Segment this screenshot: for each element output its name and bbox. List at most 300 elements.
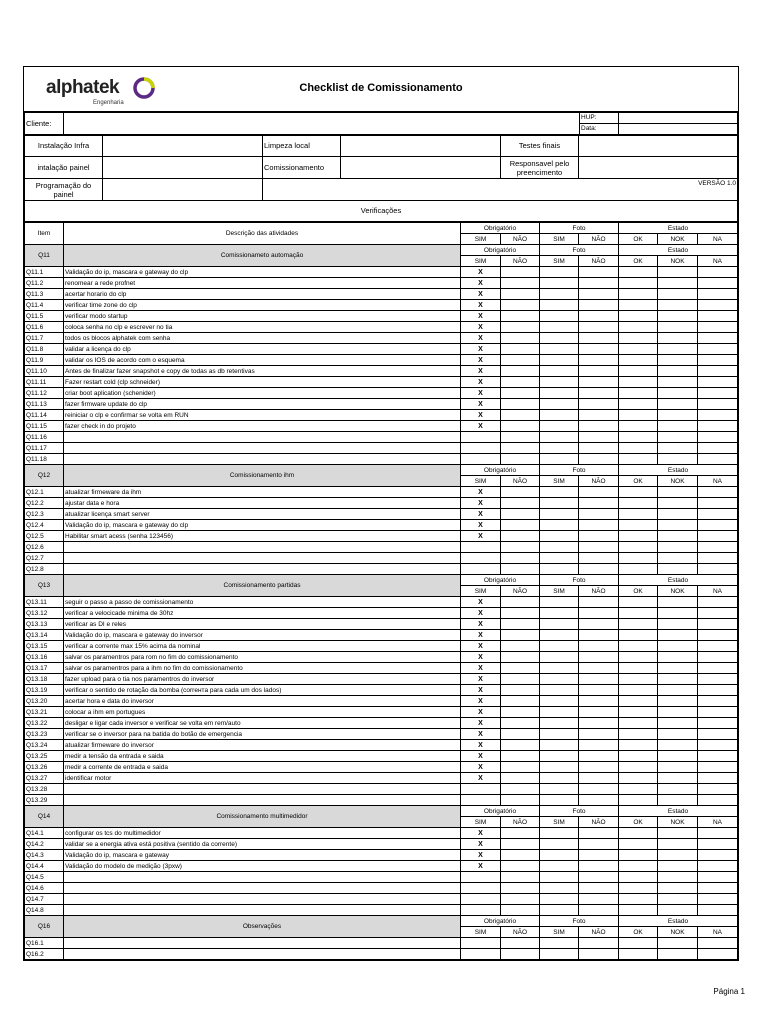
estado-nok-cell[interactable] [658, 597, 698, 608]
estado-na-cell[interactable] [698, 850, 738, 861]
estado-nok-cell[interactable] [658, 850, 698, 861]
estado-ok-cell[interactable] [619, 311, 658, 322]
foto-nao-cell[interactable] [579, 520, 619, 531]
obrigatorio-sim-mark[interactable] [461, 795, 501, 806]
obrigatorio-nao-cell[interactable] [501, 267, 540, 278]
obrigatorio-sim-mark[interactable]: X [461, 729, 501, 740]
estado-ok-cell[interactable] [619, 355, 658, 366]
obrigatorio-sim-mark[interactable] [461, 564, 501, 575]
estado-ok-cell[interactable] [619, 674, 658, 685]
obrigatorio-sim-mark[interactable]: X [461, 762, 501, 773]
estado-na-cell[interactable] [698, 289, 738, 300]
foto-nao-cell[interactable] [579, 641, 619, 652]
foto-sim-cell[interactable] [540, 597, 579, 608]
estado-na-cell[interactable] [698, 432, 738, 443]
foto-sim-cell[interactable] [540, 949, 579, 960]
obrigatorio-sim-mark[interactable]: X [461, 377, 501, 388]
obrigatorio-sim-mark[interactable]: X [461, 311, 501, 322]
estado-ok-cell[interactable] [619, 696, 658, 707]
testes-finais-field[interactable] [579, 136, 738, 157]
obrigatorio-nao-cell[interactable] [501, 564, 540, 575]
foto-nao-cell[interactable] [579, 663, 619, 674]
obrigatorio-nao-cell[interactable] [501, 388, 540, 399]
obrigatorio-nao-cell[interactable] [501, 542, 540, 553]
estado-ok-cell[interactable] [619, 894, 658, 905]
estado-nok-cell[interactable] [658, 421, 698, 432]
estado-ok-cell[interactable] [619, 795, 658, 806]
estado-ok-cell[interactable] [619, 641, 658, 652]
estado-na-cell[interactable] [698, 454, 738, 465]
obrigatorio-nao-cell[interactable] [501, 311, 540, 322]
foto-sim-cell[interactable] [540, 883, 579, 894]
estado-nok-cell[interactable] [658, 751, 698, 762]
obrigatorio-nao-cell[interactable] [501, 938, 540, 949]
obrigatorio-nao-cell[interactable] [501, 498, 540, 509]
foto-nao-cell[interactable] [579, 443, 619, 454]
obrigatorio-sim-mark[interactable]: X [461, 333, 501, 344]
obrigatorio-nao-cell[interactable] [501, 839, 540, 850]
estado-ok-cell[interactable] [619, 740, 658, 751]
estado-ok-cell[interactable] [619, 509, 658, 520]
obrigatorio-sim-mark[interactable]: X [461, 531, 501, 542]
obrigatorio-nao-cell[interactable] [501, 641, 540, 652]
foto-nao-cell[interactable] [579, 861, 619, 872]
estado-na-cell[interactable] [698, 894, 738, 905]
foto-sim-cell[interactable] [540, 300, 579, 311]
foto-nao-cell[interactable] [579, 707, 619, 718]
estado-nok-cell[interactable] [658, 377, 698, 388]
estado-nok-cell[interactable] [658, 652, 698, 663]
foto-nao-cell[interactable] [579, 399, 619, 410]
foto-nao-cell[interactable] [579, 740, 619, 751]
obrigatorio-sim-mark[interactable]: X [461, 300, 501, 311]
estado-ok-cell[interactable] [619, 564, 658, 575]
obrigatorio-sim-mark[interactable]: X [461, 355, 501, 366]
obrigatorio-sim-mark[interactable] [461, 872, 501, 883]
estado-na-cell[interactable] [698, 795, 738, 806]
obrigatorio-sim-mark[interactable]: X [461, 322, 501, 333]
foto-nao-cell[interactable] [579, 432, 619, 443]
estado-ok-cell[interactable] [619, 344, 658, 355]
obrigatorio-sim-mark[interactable]: X [461, 520, 501, 531]
estado-nok-cell[interactable] [658, 608, 698, 619]
estado-nok-cell[interactable] [658, 498, 698, 509]
estado-na-cell[interactable] [698, 696, 738, 707]
obrigatorio-nao-cell[interactable] [501, 762, 540, 773]
foto-nao-cell[interactable] [579, 267, 619, 278]
obrigatorio-nao-cell[interactable] [501, 751, 540, 762]
estado-na-cell[interactable] [698, 300, 738, 311]
obrigatorio-nao-cell[interactable] [501, 850, 540, 861]
obrigatorio-sim-mark[interactable]: X [461, 399, 501, 410]
foto-sim-cell[interactable] [540, 267, 579, 278]
estado-ok-cell[interactable] [619, 487, 658, 498]
estado-nok-cell[interactable] [658, 432, 698, 443]
estado-na-cell[interactable] [698, 630, 738, 641]
estado-nok-cell[interactable] [658, 828, 698, 839]
estado-na-cell[interactable] [698, 597, 738, 608]
foto-sim-cell[interactable] [540, 696, 579, 707]
foto-nao-cell[interactable] [579, 333, 619, 344]
foto-nao-cell[interactable] [579, 905, 619, 916]
estado-na-cell[interactable] [698, 784, 738, 795]
estado-nok-cell[interactable] [658, 861, 698, 872]
obrigatorio-nao-cell[interactable] [501, 443, 540, 454]
foto-sim-cell[interactable] [540, 388, 579, 399]
foto-nao-cell[interactable] [579, 872, 619, 883]
foto-sim-cell[interactable] [540, 861, 579, 872]
obrigatorio-nao-cell[interactable] [501, 707, 540, 718]
obrigatorio-sim-mark[interactable]: X [461, 509, 501, 520]
foto-sim-cell[interactable] [540, 773, 579, 784]
foto-nao-cell[interactable] [579, 509, 619, 520]
estado-na-cell[interactable] [698, 487, 738, 498]
obrigatorio-sim-mark[interactable] [461, 938, 501, 949]
estado-nok-cell[interactable] [658, 619, 698, 630]
estado-ok-cell[interactable] [619, 553, 658, 564]
foto-nao-cell[interactable] [579, 839, 619, 850]
estado-ok-cell[interactable] [619, 421, 658, 432]
estado-na-cell[interactable] [698, 740, 738, 751]
obrigatorio-nao-cell[interactable] [501, 949, 540, 960]
foto-nao-cell[interactable] [579, 498, 619, 509]
estado-nok-cell[interactable] [658, 410, 698, 421]
estado-na-cell[interactable] [698, 718, 738, 729]
obrigatorio-sim-mark[interactable] [461, 883, 501, 894]
estado-na-cell[interactable] [698, 707, 738, 718]
obrigatorio-sim-mark[interactable] [461, 542, 501, 553]
estado-nok-cell[interactable] [658, 509, 698, 520]
estado-na-cell[interactable] [698, 520, 738, 531]
foto-nao-cell[interactable] [579, 531, 619, 542]
estado-ok-cell[interactable] [619, 333, 658, 344]
estado-nok-cell[interactable] [658, 696, 698, 707]
estado-ok-cell[interactable] [619, 751, 658, 762]
estado-na-cell[interactable] [698, 685, 738, 696]
estado-ok-cell[interactable] [619, 773, 658, 784]
estado-nok-cell[interactable] [658, 267, 698, 278]
obrigatorio-sim-mark[interactable]: X [461, 751, 501, 762]
foto-nao-cell[interactable] [579, 938, 619, 949]
estado-ok-cell[interactable] [619, 531, 658, 542]
foto-nao-cell[interactable] [579, 542, 619, 553]
estado-ok-cell[interactable] [619, 630, 658, 641]
obrigatorio-nao-cell[interactable] [501, 454, 540, 465]
estado-na-cell[interactable] [698, 872, 738, 883]
obrigatorio-sim-mark[interactable]: X [461, 366, 501, 377]
obrigatorio-nao-cell[interactable] [501, 355, 540, 366]
obrigatorio-nao-cell[interactable] [501, 531, 540, 542]
foto-nao-cell[interactable] [579, 278, 619, 289]
estado-ok-cell[interactable] [619, 498, 658, 509]
estado-nok-cell[interactable] [658, 388, 698, 399]
obrigatorio-nao-cell[interactable] [501, 773, 540, 784]
foto-sim-cell[interactable] [540, 795, 579, 806]
estado-na-cell[interactable] [698, 564, 738, 575]
estado-nok-cell[interactable] [658, 718, 698, 729]
estado-nok-cell[interactable] [658, 674, 698, 685]
estado-ok-cell[interactable] [619, 707, 658, 718]
obrigatorio-nao-cell[interactable] [501, 729, 540, 740]
estado-na-cell[interactable] [698, 553, 738, 564]
obrigatorio-sim-mark[interactable]: X [461, 597, 501, 608]
obrigatorio-sim-mark[interactable]: X [461, 828, 501, 839]
foto-sim-cell[interactable] [540, 399, 579, 410]
foto-nao-cell[interactable] [579, 454, 619, 465]
estado-ok-cell[interactable] [619, 399, 658, 410]
foto-nao-cell[interactable] [579, 344, 619, 355]
foto-sim-cell[interactable] [540, 421, 579, 432]
foto-nao-cell[interactable] [579, 894, 619, 905]
estado-ok-cell[interactable] [619, 619, 658, 630]
estado-nok-cell[interactable] [658, 278, 698, 289]
foto-sim-cell[interactable] [540, 619, 579, 630]
foto-sim-cell[interactable] [540, 377, 579, 388]
obrigatorio-nao-cell[interactable] [501, 322, 540, 333]
estado-ok-cell[interactable] [619, 443, 658, 454]
estado-ok-cell[interactable] [619, 520, 658, 531]
responsavel-field[interactable] [579, 157, 738, 179]
obrigatorio-sim-mark[interactable]: X [461, 278, 501, 289]
foto-nao-cell[interactable] [579, 762, 619, 773]
foto-sim-cell[interactable] [540, 487, 579, 498]
estado-na-cell[interactable] [698, 542, 738, 553]
estado-na-cell[interactable] [698, 267, 738, 278]
estado-nok-cell[interactable] [658, 883, 698, 894]
estado-ok-cell[interactable] [619, 300, 658, 311]
estado-na-cell[interactable] [698, 344, 738, 355]
foto-sim-cell[interactable] [540, 938, 579, 949]
estado-na-cell[interactable] [698, 509, 738, 520]
foto-sim-cell[interactable] [540, 564, 579, 575]
foto-sim-cell[interactable] [540, 641, 579, 652]
obrigatorio-sim-mark[interactable]: X [461, 344, 501, 355]
obrigatorio-nao-cell[interactable] [501, 597, 540, 608]
estado-na-cell[interactable] [698, 949, 738, 960]
obrigatorio-nao-cell[interactable] [501, 652, 540, 663]
foto-sim-cell[interactable] [540, 894, 579, 905]
obrigatorio-nao-cell[interactable] [501, 399, 540, 410]
cliente-field[interactable] [64, 113, 580, 135]
foto-sim-cell[interactable] [540, 707, 579, 718]
foto-sim-cell[interactable] [540, 366, 579, 377]
obrigatorio-sim-mark[interactable]: X [461, 850, 501, 861]
obrigatorio-nao-cell[interactable] [501, 883, 540, 894]
foto-nao-cell[interactable] [579, 828, 619, 839]
estado-nok-cell[interactable] [658, 729, 698, 740]
obrigatorio-nao-cell[interactable] [501, 421, 540, 432]
estado-nok-cell[interactable] [658, 454, 698, 465]
estado-na-cell[interactable] [698, 729, 738, 740]
estado-ok-cell[interactable] [619, 278, 658, 289]
obrigatorio-sim-mark[interactable]: X [461, 740, 501, 751]
obrigatorio-nao-cell[interactable] [501, 300, 540, 311]
obrigatorio-sim-mark[interactable]: X [461, 487, 501, 498]
foto-nao-cell[interactable] [579, 883, 619, 894]
estado-na-cell[interactable] [698, 619, 738, 630]
estado-ok-cell[interactable] [619, 905, 658, 916]
foto-nao-cell[interactable] [579, 773, 619, 784]
comissionamento-field[interactable] [341, 157, 501, 179]
estado-nok-cell[interactable] [658, 630, 698, 641]
estado-na-cell[interactable] [698, 773, 738, 784]
foto-sim-cell[interactable] [540, 443, 579, 454]
estado-na-cell[interactable] [698, 674, 738, 685]
foto-sim-cell[interactable] [540, 872, 579, 883]
foto-sim-cell[interactable] [540, 784, 579, 795]
obrigatorio-nao-cell[interactable] [501, 861, 540, 872]
estado-ok-cell[interactable] [619, 267, 658, 278]
estado-ok-cell[interactable] [619, 597, 658, 608]
estado-na-cell[interactable] [698, 608, 738, 619]
obrigatorio-sim-mark[interactable]: X [461, 652, 501, 663]
estado-na-cell[interactable] [698, 498, 738, 509]
foto-sim-cell[interactable] [540, 278, 579, 289]
foto-sim-cell[interactable] [540, 553, 579, 564]
obrigatorio-nao-cell[interactable] [501, 894, 540, 905]
obrigatorio-sim-mark[interactable]: X [461, 410, 501, 421]
foto-sim-cell[interactable] [540, 828, 579, 839]
foto-nao-cell[interactable] [579, 949, 619, 960]
foto-sim-cell[interactable] [540, 905, 579, 916]
obrigatorio-sim-mark[interactable]: X [461, 267, 501, 278]
estado-na-cell[interactable] [698, 388, 738, 399]
estado-nok-cell[interactable] [658, 949, 698, 960]
estado-na-cell[interactable] [698, 410, 738, 421]
estado-ok-cell[interactable] [619, 729, 658, 740]
estado-na-cell[interactable] [698, 883, 738, 894]
obrigatorio-sim-mark[interactable]: X [461, 663, 501, 674]
estado-ok-cell[interactable] [619, 883, 658, 894]
foto-sim-cell[interactable] [540, 322, 579, 333]
estado-nok-cell[interactable] [658, 289, 698, 300]
foto-sim-cell[interactable] [540, 498, 579, 509]
foto-sim-cell[interactable] [540, 762, 579, 773]
foto-sim-cell[interactable] [540, 663, 579, 674]
obrigatorio-sim-mark[interactable]: X [461, 707, 501, 718]
obrigatorio-nao-cell[interactable] [501, 740, 540, 751]
foto-nao-cell[interactable] [579, 311, 619, 322]
estado-ok-cell[interactable] [619, 454, 658, 465]
estado-nok-cell[interactable] [658, 366, 698, 377]
foto-sim-cell[interactable] [540, 608, 579, 619]
estado-ok-cell[interactable] [619, 784, 658, 795]
foto-sim-cell[interactable] [540, 333, 579, 344]
foto-nao-cell[interactable] [579, 487, 619, 498]
estado-ok-cell[interactable] [619, 608, 658, 619]
obrigatorio-sim-mark[interactable]: X [461, 696, 501, 707]
estado-ok-cell[interactable] [619, 839, 658, 850]
estado-na-cell[interactable] [698, 751, 738, 762]
foto-nao-cell[interactable] [579, 751, 619, 762]
obrigatorio-sim-mark[interactable]: X [461, 289, 501, 300]
estado-nok-cell[interactable] [658, 740, 698, 751]
obrigatorio-sim-mark[interactable]: X [461, 421, 501, 432]
estado-na-cell[interactable] [698, 278, 738, 289]
foto-nao-cell[interactable] [579, 795, 619, 806]
estado-na-cell[interactable] [698, 333, 738, 344]
foto-nao-cell[interactable] [579, 388, 619, 399]
instalacao-infra-field[interactable] [103, 136, 263, 157]
estado-nok-cell[interactable] [658, 333, 698, 344]
estado-ok-cell[interactable] [619, 850, 658, 861]
foto-sim-cell[interactable] [540, 454, 579, 465]
estado-na-cell[interactable] [698, 762, 738, 773]
foto-nao-cell[interactable] [579, 674, 619, 685]
estado-na-cell[interactable] [698, 311, 738, 322]
obrigatorio-nao-cell[interactable] [501, 432, 540, 443]
foto-nao-cell[interactable] [579, 729, 619, 740]
obrigatorio-nao-cell[interactable] [501, 410, 540, 421]
obrigatorio-nao-cell[interactable] [501, 905, 540, 916]
obrigatorio-nao-cell[interactable] [501, 696, 540, 707]
estado-nok-cell[interactable] [658, 399, 698, 410]
estado-ok-cell[interactable] [619, 762, 658, 773]
estado-nok-cell[interactable] [658, 839, 698, 850]
foto-nao-cell[interactable] [579, 608, 619, 619]
estado-na-cell[interactable] [698, 839, 738, 850]
obrigatorio-nao-cell[interactable] [501, 278, 540, 289]
estado-nok-cell[interactable] [658, 938, 698, 949]
estado-na-cell[interactable] [698, 905, 738, 916]
obrigatorio-sim-mark[interactable]: X [461, 630, 501, 641]
obrigatorio-nao-cell[interactable] [501, 828, 540, 839]
estado-na-cell[interactable] [698, 938, 738, 949]
obrigatorio-nao-cell[interactable] [501, 872, 540, 883]
obrigatorio-nao-cell[interactable] [501, 377, 540, 388]
intalacao-painel-field[interactable] [103, 157, 263, 179]
foto-sim-cell[interactable] [540, 311, 579, 322]
estado-ok-cell[interactable] [619, 432, 658, 443]
estado-ok-cell[interactable] [619, 861, 658, 872]
estado-na-cell[interactable] [698, 652, 738, 663]
foto-nao-cell[interactable] [579, 366, 619, 377]
obrigatorio-sim-mark[interactable]: X [461, 608, 501, 619]
estado-nok-cell[interactable] [658, 872, 698, 883]
estado-na-cell[interactable] [698, 399, 738, 410]
obrigatorio-sim-mark[interactable]: X [461, 674, 501, 685]
estado-nok-cell[interactable] [658, 773, 698, 784]
estado-na-cell[interactable] [698, 641, 738, 652]
obrigatorio-nao-cell[interactable] [501, 685, 540, 696]
estado-nok-cell[interactable] [658, 894, 698, 905]
obrigatorio-nao-cell[interactable] [501, 289, 540, 300]
obrigatorio-sim-mark[interactable] [461, 443, 501, 454]
estado-nok-cell[interactable] [658, 663, 698, 674]
foto-nao-cell[interactable] [579, 784, 619, 795]
obrigatorio-nao-cell[interactable] [501, 674, 540, 685]
foto-sim-cell[interactable] [540, 740, 579, 751]
estado-nok-cell[interactable] [658, 685, 698, 696]
estado-nok-cell[interactable] [658, 520, 698, 531]
estado-ok-cell[interactable] [619, 938, 658, 949]
obrigatorio-sim-mark[interactable] [461, 784, 501, 795]
estado-ok-cell[interactable] [619, 289, 658, 300]
estado-ok-cell[interactable] [619, 410, 658, 421]
programacao-field[interactable] [103, 179, 263, 201]
estado-ok-cell[interactable] [619, 685, 658, 696]
foto-sim-cell[interactable] [540, 542, 579, 553]
foto-nao-cell[interactable] [579, 377, 619, 388]
foto-nao-cell[interactable] [579, 850, 619, 861]
data-field[interactable] [619, 124, 738, 135]
foto-sim-cell[interactable] [540, 718, 579, 729]
foto-sim-cell[interactable] [540, 850, 579, 861]
estado-na-cell[interactable] [698, 663, 738, 674]
foto-nao-cell[interactable] [579, 410, 619, 421]
obrigatorio-sim-mark[interactable] [461, 432, 501, 443]
obrigatorio-nao-cell[interactable] [501, 718, 540, 729]
